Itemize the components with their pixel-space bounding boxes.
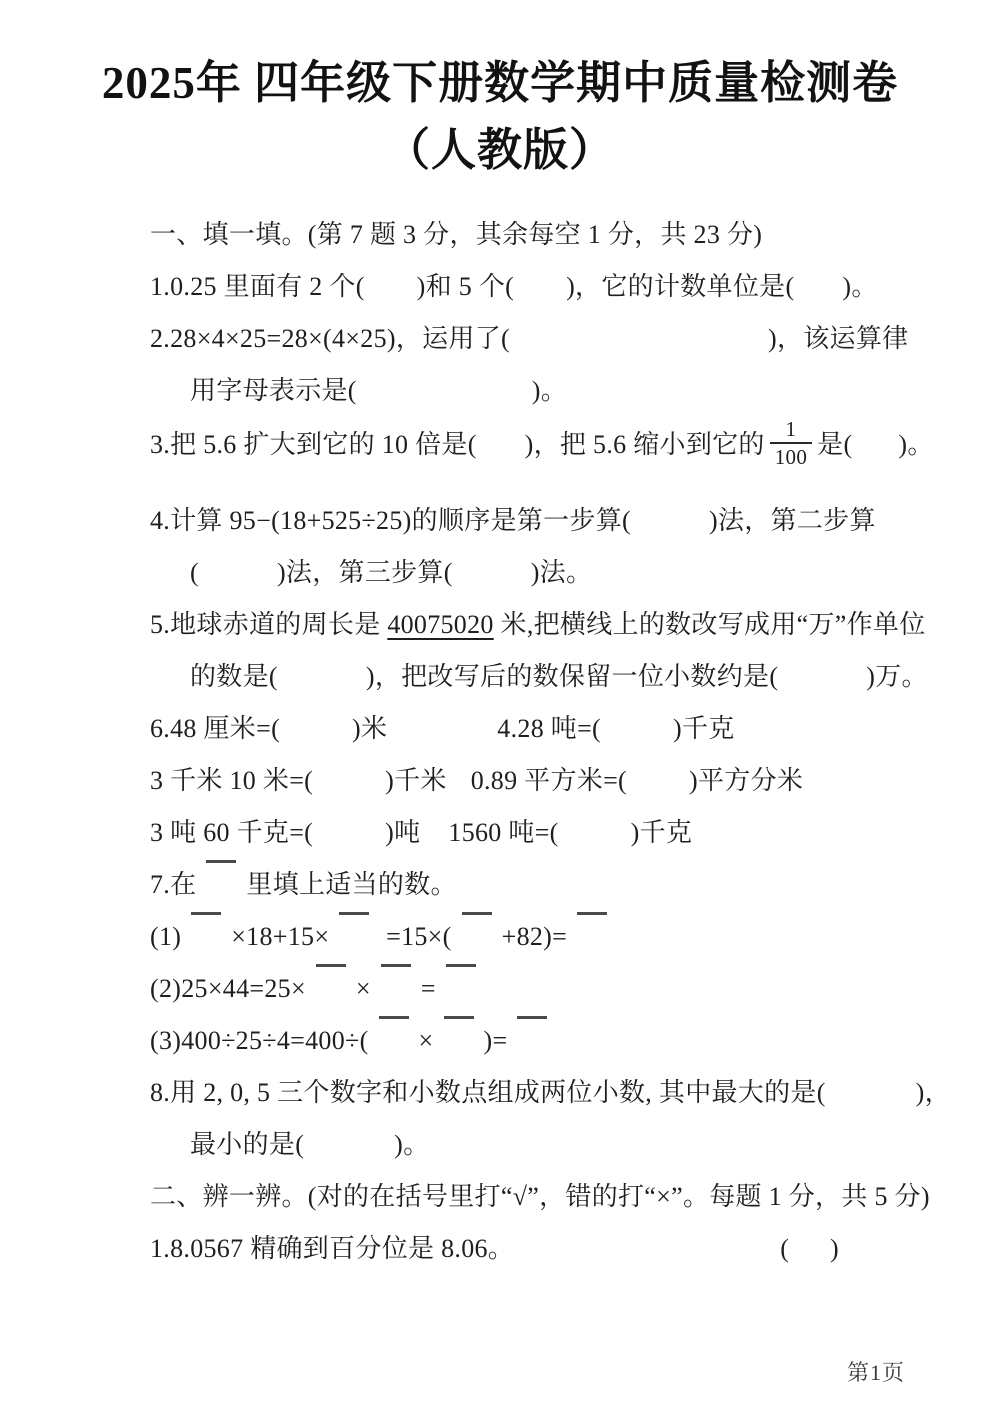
answer-blank — [514, 293, 566, 295]
text-run: 二、辨一辨。(对的在括号里打“√”，错的打“×”。每题 1 分，共 5 分) — [150, 1182, 930, 1212]
text-run: 米,把横线上的数改写成用“万”作单位 — [493, 610, 926, 640]
text-run: )。 — [394, 1130, 430, 1160]
answer-blank — [357, 397, 532, 399]
fraction — [770, 417, 812, 469]
text-run: 5.地球赤道的周长是 — [150, 610, 388, 640]
answer-blank — [601, 735, 673, 737]
text-run: )米 — [352, 714, 388, 744]
text-run: )，把 5.6 缩小到它的 — [524, 430, 765, 460]
text-run: 2.28×4×25=28×(4×25)，运用了( — [150, 324, 510, 354]
question-5-line-1 — [150, 599, 926, 651]
question-7-sub-3 — [150, 1015, 882, 1067]
text-run: )千克 — [673, 714, 735, 744]
text-run: )， — [915, 1078, 951, 1108]
text-run: 是( — [817, 430, 853, 460]
text-run: 8.用 2, 0, 5 三个数字和小数点组成两位小数, 其中最大的是( — [150, 1078, 826, 1108]
question-7-header — [150, 859, 882, 911]
question-7-sub-2 — [150, 963, 882, 1015]
text-run: 用字母表示是( — [190, 376, 357, 406]
text-run: =15×( — [379, 922, 452, 952]
answer-blank — [559, 839, 631, 841]
text-run: × — [355, 974, 371, 1004]
text-run: )和 5 个( — [416, 272, 515, 302]
text-run: 3 千米 10 米=( — [150, 766, 314, 796]
answer-blank — [387, 735, 497, 737]
text-run: 3.把 5.6 扩大到它的 10 倍是( — [150, 430, 477, 460]
text-run: 0.89 平方米=( — [470, 766, 628, 796]
answer-blank — [510, 345, 768, 347]
text-run: 3 吨 60 千克=( — [150, 818, 314, 848]
exam-title — [0, 50, 1000, 183]
answer-parentheses: ( ) — [780, 1234, 839, 1264]
denominator: 100 — [774, 445, 808, 470]
text-run: × — [418, 1026, 434, 1056]
text-run: 最小的是( — [190, 1130, 305, 1160]
question-3 — [150, 417, 934, 473]
text-run: )千米 — [385, 766, 447, 796]
numerator: 1 — [770, 417, 812, 444]
answer-box — [381, 964, 411, 983]
answer-blank — [627, 787, 689, 789]
text-run: )= — [483, 1026, 508, 1056]
text-run: 4.28 吨=( — [497, 714, 602, 744]
question-2-line-1 — [150, 313, 909, 365]
text-run: )，把改写后的数保留一位小数约是( — [365, 662, 779, 692]
text-run: +82)= — [501, 922, 568, 952]
section-2-header — [150, 1171, 930, 1223]
answer-blank — [420, 839, 448, 841]
text-run: 里填上适当的数。 — [246, 870, 457, 900]
text-run: )平方分米 — [689, 766, 804, 796]
text-run: )。 — [531, 376, 568, 406]
question-2-line-2 — [150, 365, 882, 417]
answer-box — [379, 1016, 409, 1035]
answer-blank — [278, 683, 366, 685]
answer-box — [446, 964, 476, 983]
question-6-line-1 — [150, 703, 882, 755]
text-run: )，该运算律 — [768, 324, 909, 354]
answer-blank — [199, 579, 277, 581]
answer-box — [191, 912, 221, 931]
text-run: )千克 — [630, 818, 693, 848]
exam-title-line-2: （人教版） — [384, 124, 615, 175]
answer-blank — [313, 787, 385, 789]
text-run: 一、填一填。(第 7 题 3 分，其余每空 1 分，共 23 分) — [150, 220, 763, 250]
question-6-line-3 — [150, 807, 882, 859]
page-number: 第1页 — [846, 1360, 905, 1385]
text-run: (2)25×44=25× — [150, 974, 306, 1004]
text-run: ( — [190, 558, 199, 588]
exam-title-line-1: 2025年 四年级下册数学期中质量检测卷 — [101, 58, 899, 108]
answer-blank — [447, 787, 471, 789]
answer-blank — [453, 579, 531, 581]
text-run: ×18+15× — [231, 922, 330, 952]
answer-box — [577, 912, 607, 931]
answer-blank — [852, 451, 898, 453]
text-run: 1.8.0567 精确到百分位是 8.06。 — [150, 1234, 515, 1264]
answer-blank — [477, 451, 525, 453]
answer-blank — [631, 527, 709, 529]
text-run: )法，第二步算 — [708, 506, 876, 536]
text-run: 7.在 — [150, 870, 197, 900]
text-run: )吨 — [385, 818, 421, 848]
answer-box — [339, 912, 369, 931]
answer-blank — [794, 293, 842, 295]
text-run: 的数是( — [190, 662, 278, 692]
question-1 — [150, 261, 882, 313]
text-run: )。 — [842, 272, 878, 302]
answer-blank — [280, 735, 352, 737]
question-4-line-2 — [150, 547, 882, 599]
answer-box — [462, 912, 492, 931]
text-run: 6.48 厘米=( — [150, 714, 281, 744]
exam-body — [0, 183, 1000, 1275]
text-run: 4.计算 95−(18+525÷25)的顺序是第一步算( — [150, 506, 631, 536]
question-8-line-1 — [150, 1067, 951, 1119]
section-1-header — [150, 209, 882, 261]
question-5-line-2 — [150, 651, 928, 703]
text-run: )法。 — [530, 558, 593, 588]
answer-blank — [304, 1151, 394, 1153]
text-run: )万。 — [866, 662, 928, 692]
section-2-question-1 — [150, 1223, 882, 1275]
text-run: = — [420, 974, 436, 1004]
text-run: 1560 吨=( — [448, 818, 559, 848]
answer-box — [444, 1016, 474, 1035]
answer-box — [517, 1016, 547, 1035]
answer-box — [206, 860, 236, 879]
answer-box — [316, 964, 346, 983]
underlined-number: 40075020 — [387, 610, 494, 640]
text-run: )。 — [898, 430, 934, 460]
question-4-line-1 — [150, 495, 882, 547]
text-run: )，它的计数单位是( — [566, 272, 795, 302]
text-run: 1.0.25 里面有 2 个( — [150, 272, 365, 302]
answer-blank — [778, 683, 866, 685]
text-run: (3)400÷25÷4=400÷( — [150, 1026, 369, 1056]
text-run: )法，第三步算( — [276, 558, 453, 588]
question-6-line-2 — [150, 755, 882, 807]
question-8-line-2 — [150, 1119, 882, 1171]
text-run: (1) — [150, 922, 182, 952]
answer-blank — [826, 1099, 916, 1101]
answer-blank — [365, 293, 417, 295]
answer-blank — [313, 839, 385, 841]
question-7-sub-1 — [150, 911, 882, 963]
